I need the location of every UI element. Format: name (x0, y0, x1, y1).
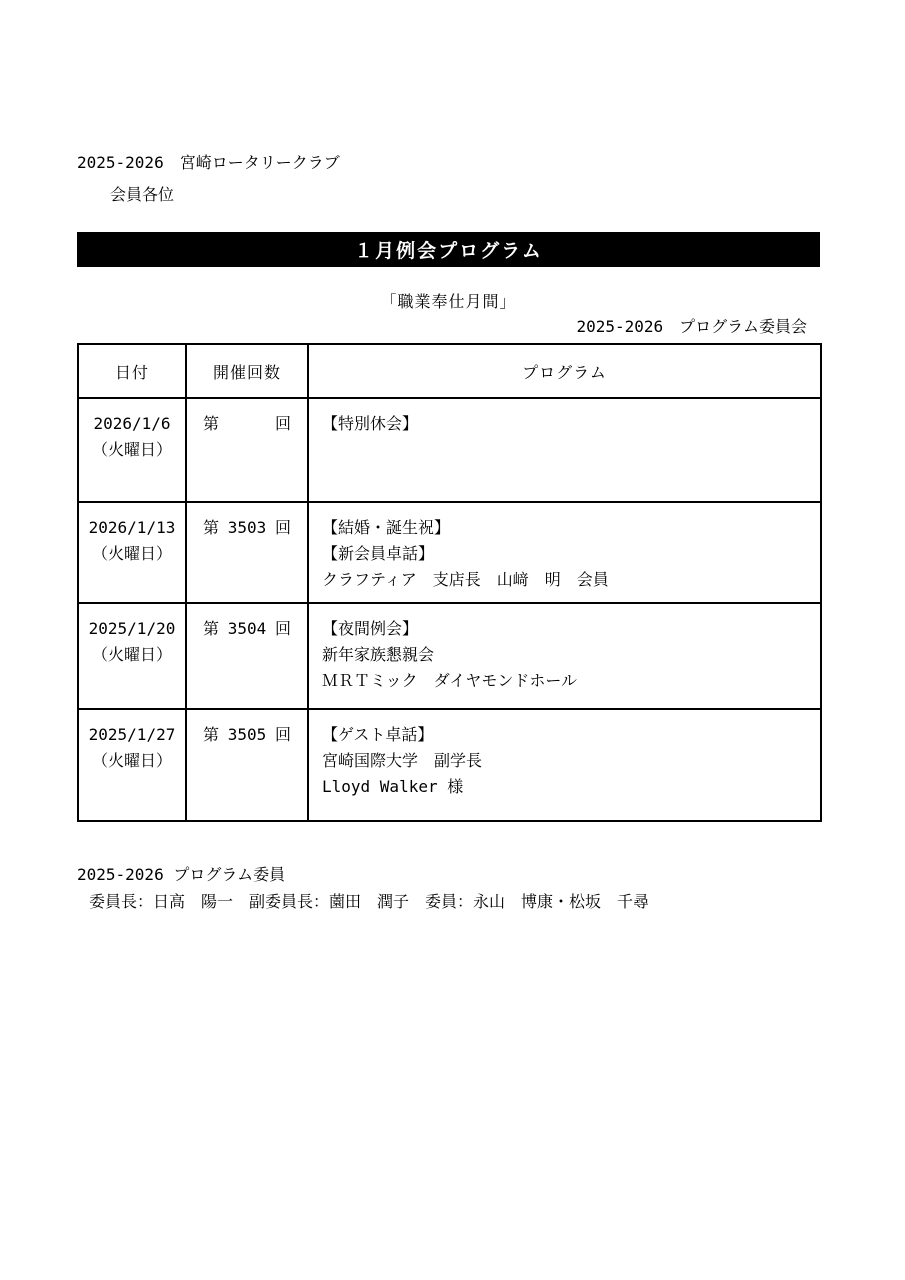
title-banner (77, 232, 820, 267)
table-row (78, 398, 821, 502)
program-cell (308, 603, 821, 709)
program-cell (308, 502, 821, 603)
meeting-weekday: （火曜日） (91, 645, 172, 664)
round-number: 3503 (227, 518, 267, 537)
date-cell (78, 502, 186, 603)
date-cell (78, 709, 186, 821)
banner-title: １月例会プログラム (354, 240, 543, 262)
program-line: Lloyd Walker 様 (322, 777, 464, 796)
program-line: 新年家族懇親会 (322, 645, 435, 664)
round-number: 3504 (227, 619, 267, 638)
round-suffix: 回 (275, 619, 292, 638)
round-suffix: 回 (275, 518, 292, 537)
col-header-round: 開催回数 (186, 344, 308, 398)
committee-credit: 2025-2026 プログラム委員会 (576, 317, 807, 336)
table-row (78, 603, 821, 709)
round-suffix: 回 (275, 414, 292, 433)
program-line: 宮崎国際大学 副学長 (322, 751, 483, 770)
round-cell (186, 603, 308, 709)
program-table (77, 343, 822, 822)
col-header-date: 日付 (78, 344, 186, 398)
committee-list-title: 2025-2026 プログラム委員 (77, 865, 286, 884)
table-row (78, 709, 821, 821)
round-prefix: 第 (203, 518, 220, 537)
meeting-date: 2025/1/20 (88, 619, 176, 638)
monthly-theme: 「職業奉仕月間」 (380, 292, 517, 311)
program-line: 【夜間例会】 (322, 619, 419, 638)
round-prefix: 第 (203, 619, 220, 638)
meeting-weekday: （火曜日） (91, 751, 172, 770)
program-cell (308, 709, 821, 821)
round-prefix: 第 (203, 725, 220, 744)
program-line: ＭＲＴミック ダイヤモンドホール (322, 671, 578, 690)
table-header-row (78, 344, 821, 398)
club-name-line: 2025-2026 宮崎ロータリークラブ (77, 153, 340, 172)
meeting-date: 2026/1/13 (88, 518, 176, 537)
meeting-date: 2025/1/27 (88, 725, 176, 744)
meeting-weekday: （火曜日） (91, 440, 172, 459)
date-cell (78, 603, 186, 709)
date-cell (78, 398, 186, 502)
program-line: 【新会員卓話】 (322, 544, 435, 563)
table-row (78, 502, 821, 603)
program-line: 【結婚・誕生祝】 (322, 518, 451, 537)
program-cell (308, 398, 821, 502)
round-suffix: 回 (275, 725, 292, 744)
round-prefix: 第 (203, 414, 220, 433)
round-cell (186, 398, 308, 502)
committee-members-line: 委員長：日高 陽一 副委員長：薗田 潤子 委員：永山 博康・松坂 千尋 (89, 892, 650, 911)
meeting-weekday: （火曜日） (91, 544, 172, 563)
program-line: 【ゲスト卓話】 (322, 725, 434, 744)
program-line: クラフティア 支店長 山﨑 明 会員 (322, 570, 609, 589)
meeting-date: 2026/1/6 (93, 414, 171, 433)
salutation: 会員各位 (110, 185, 175, 204)
round-cell (186, 709, 308, 821)
program-line: 【特別休会】 (322, 414, 419, 433)
col-header-program: プログラム (308, 344, 821, 398)
round-number: 3505 (227, 725, 267, 744)
round-cell (186, 502, 308, 603)
